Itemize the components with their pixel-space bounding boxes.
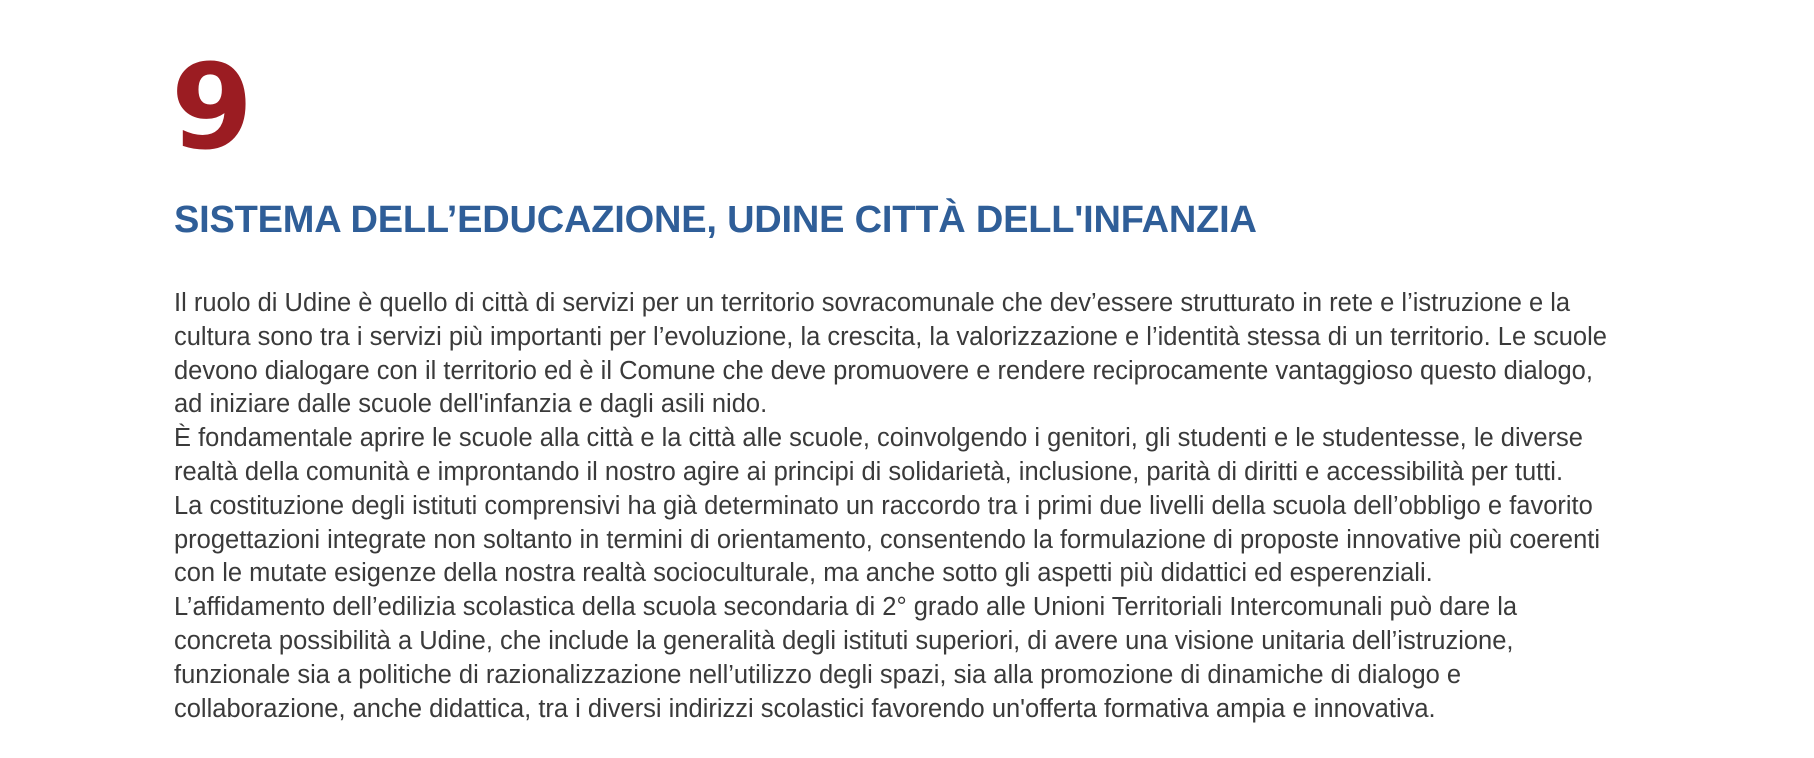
body-line: progettazioni integrate non soltanto in termini di orientamento, consentendo la formulazione di proposte innovative più coerenti <box>174 525 1601 554</box>
body-line: collaborazione, anche didattica, tra i diversi indirizzi scolastici favorendo un'offerta formativa ampia e innovativa. <box>174 694 1436 723</box>
chapter-title: SISTEMA DELL’EDUCAZIONE, UDINE CITTÀ DELL'INFANZIA <box>174 199 1257 241</box>
body-line: ad iniziare dalle scuole dell'infanzia e dagli asili nido. <box>174 390 768 419</box>
body-line: La costituzione degli istituti comprensivi ha già determinato un raccordo tra i primi due livelli della scuola dell’obbligo e favorito <box>174 491 1593 520</box>
body-line: realtà della comunità e improntando il nostro agire ai principi di solidarietà, inclusione, parità di diritti e accessibilità per tutti. <box>174 457 1564 486</box>
body-line: con le mutate esigenze della nostra realtà socioculturale, ma anche sotto gli aspetti più didattici ed esperenziali. <box>174 559 1433 588</box>
body-line: funzionale sia a politiche di razionalizzazione nell’utilizzo degli spazi, sia alla promozione di dinamiche di dialogo e <box>174 660 1462 689</box>
body-line: cultura sono tra i servizi più importanti per l’evoluzione, la crescita, la valorizzazione e l’identità stessa di un territorio. Le scuole <box>174 322 1607 351</box>
chapter-number: 9 <box>171 38 252 176</box>
body-line: devono dialogare con il territorio ed è il Comune che deve promuovere e rendere reciprocamente vantaggioso questo dialogo, <box>174 356 1593 385</box>
body-text <box>174 287 1644 726</box>
body-line: Il ruolo di Udine è quello di città di servizi per un territorio sovracomunale che dev’essere strutturato in rete e l’istruzione e la <box>174 289 1571 317</box>
body-line: concreta possibilità a Udine, che include la generalità degli istituti superiori, di avere una visione unitaria dell’istruzione, <box>174 626 1514 655</box>
body-line: È fondamentale aprire le scuole alla città e la città alle scuole, coinvolgendo i genitori, gli studenti e le studentesse, le diverse <box>174 424 1583 453</box>
body-line: L’affidamento dell’edilizia scolastica della scuola secondaria di 2° grado alle Unioni Territoriali Intercomunali può dare la <box>174 593 1518 622</box>
